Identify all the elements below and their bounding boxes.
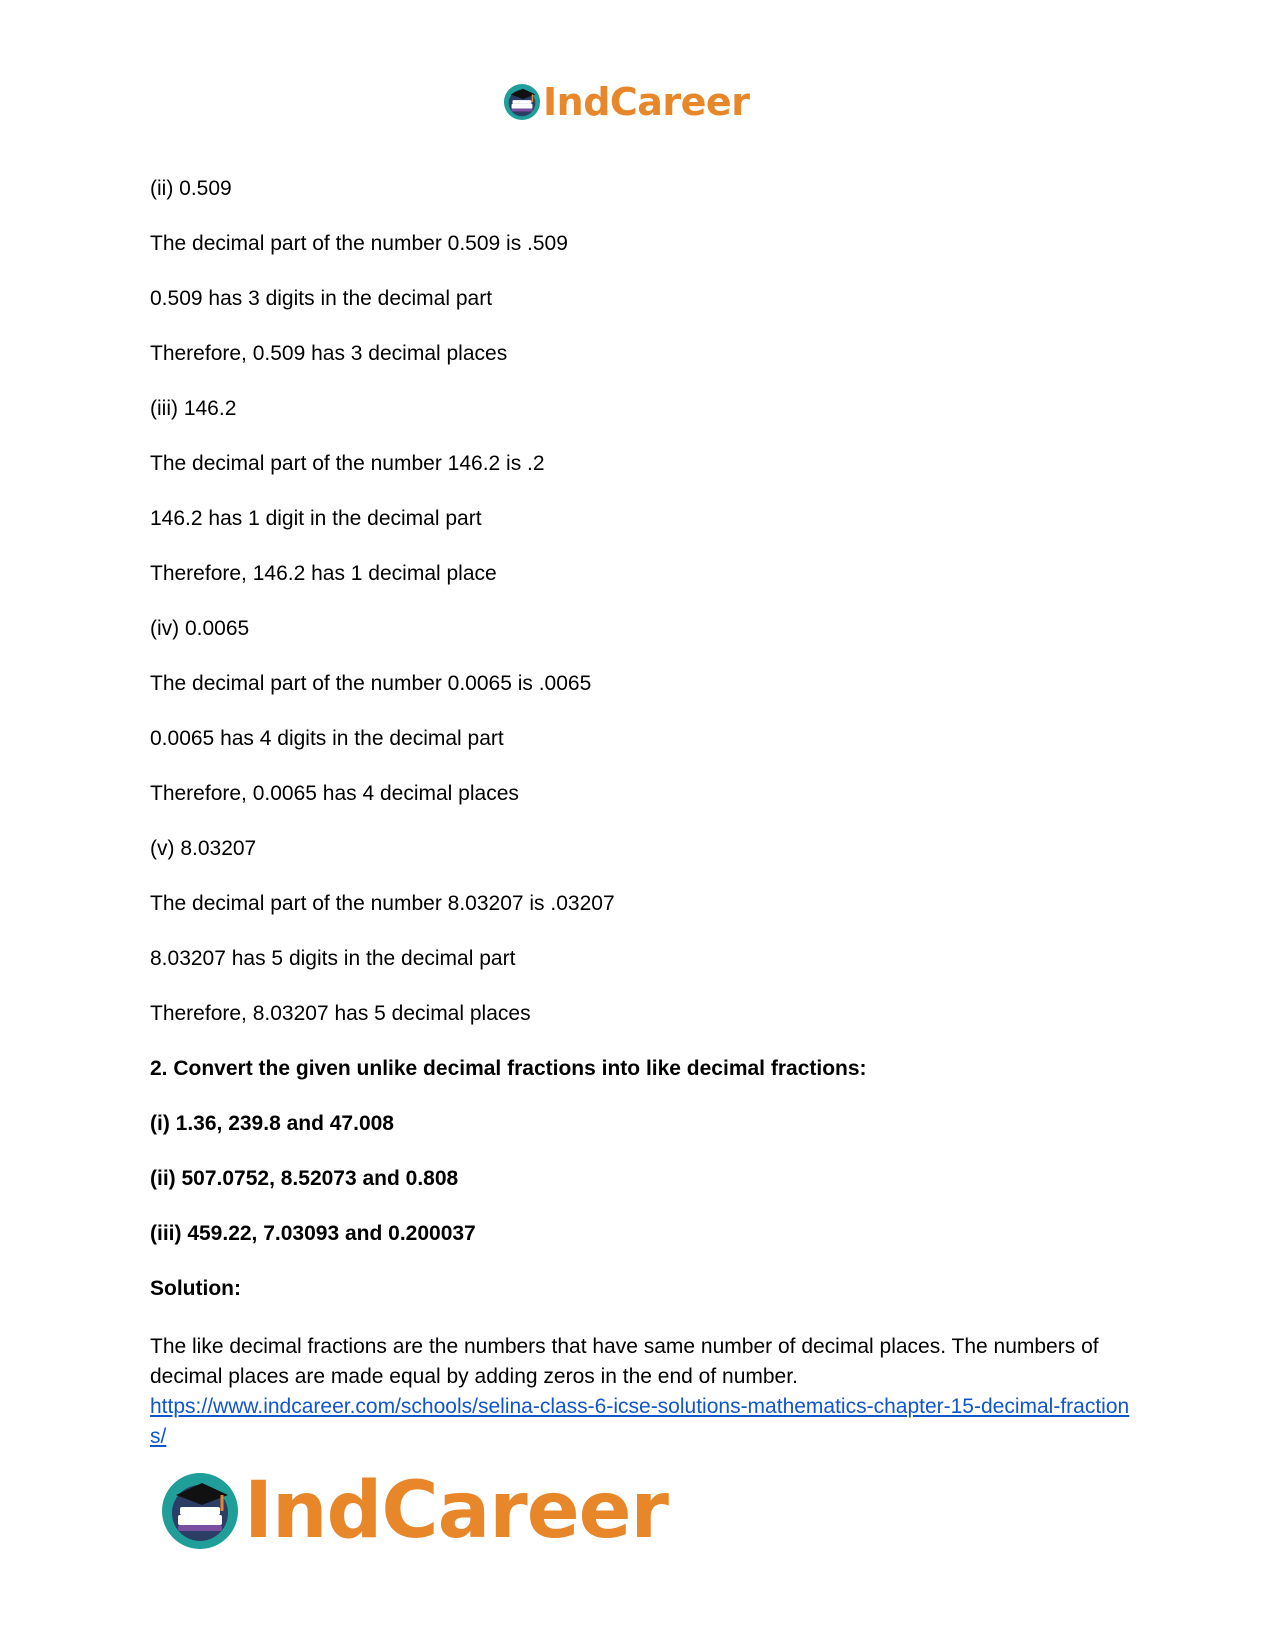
- question-text: (i) 1.36, 239.8 and 47.008: [150, 1112, 394, 1135]
- footer-logo: [160, 1466, 668, 1556]
- solution-paragraph: [150, 1332, 1130, 1452]
- graduation-cap-books-icon: [503, 83, 541, 121]
- graduation-cap-books-icon: [160, 1471, 240, 1551]
- source-link[interactable]: https://www.indcareer.com/schools/selina-class-6-icse-solutions-mathematics-chapter-15-decimal-fractions/: [150, 1395, 1130, 1448]
- solution-line: The decimal part of the number 0.0065 is .0065: [150, 672, 592, 695]
- solution-line: The decimal part of the number 146.2 is .2: [150, 452, 545, 475]
- solution-line: (iii) 146.2: [150, 397, 237, 420]
- question-text: Solution:: [150, 1277, 241, 1300]
- solution-line: Therefore, 146.2 has 1 decimal place: [150, 562, 497, 585]
- solution-line: The decimal part of the number 0.509 is .509: [150, 232, 568, 255]
- solution-line: Therefore, 0.0065 has 4 decimal places: [150, 782, 519, 805]
- solution-line: 8.03207 has 5 digits in the decimal part: [150, 947, 516, 970]
- solution-line: 0.0065 has 4 digits in the decimal part: [150, 727, 504, 750]
- solution-line: 146.2 has 1 digit in the decimal part: [150, 507, 482, 530]
- logo-text: IndCareer: [244, 1466, 668, 1556]
- solution-line: 0.509 has 3 digits in the decimal part: [150, 287, 493, 310]
- solution-line: Therefore, 8.03207 has 5 decimal places: [150, 1002, 531, 1025]
- solution-line: (ii) 0.509: [150, 177, 232, 200]
- solution-paragraph-text: The like decimal fractions are the numbers that have same number of decimal places. The numbers of decimal places are made equal by adding zeros in the end of number.: [150, 1335, 1099, 1388]
- solution-line: (v) 8.03207: [150, 837, 257, 860]
- document-body: [150, 177, 1130, 1452]
- logo-text: IndCareer: [543, 80, 750, 124]
- question-text: (iii) 459.22, 7.03093 and 0.200037: [150, 1222, 476, 1245]
- question-text: 2. Convert the given unlike decimal fractions into like decimal fractions:: [150, 1057, 867, 1080]
- solution-line: (iv) 0.0065: [150, 617, 250, 640]
- header-logo: [503, 80, 749, 124]
- solution-line: The decimal part of the number 8.03207 is .03207: [150, 892, 615, 915]
- solution-line: Therefore, 0.509 has 3 decimal places: [150, 342, 508, 365]
- question-text: (ii) 507.0752, 8.52073 and 0.808: [150, 1167, 459, 1190]
